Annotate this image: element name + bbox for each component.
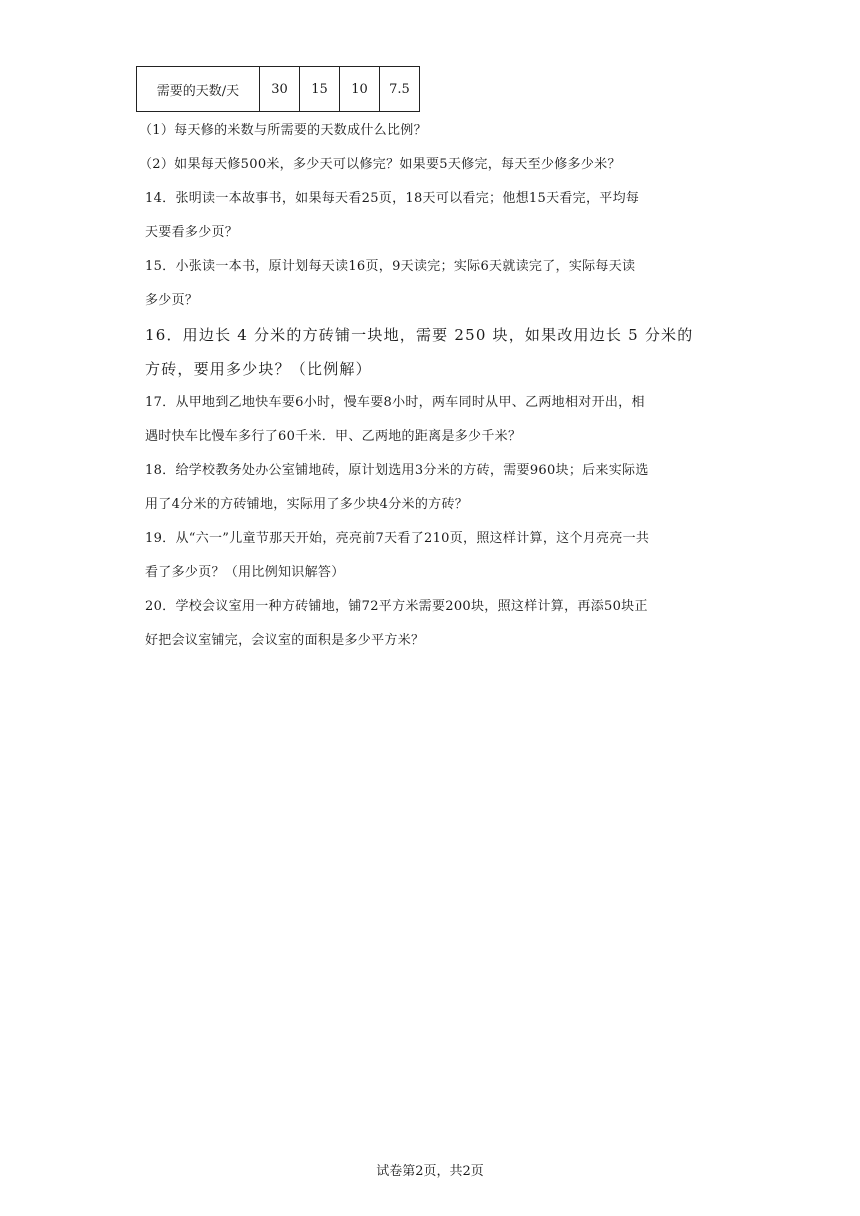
page-footer: 试卷第2页，共2页	[376, 1164, 484, 1179]
question-15-line-1: 15．小张读一本书，原计划每天读16页，9天读完；实际6天就读完了，实际每天读	[145, 259, 636, 274]
question-14-line-2: 天要看多少页？	[145, 225, 239, 240]
question-17-line-1: 17．从甲地到乙地快车要6小时，慢车要8小时，两车同时从甲、乙两地相对开出，相	[145, 395, 645, 410]
table-cell: 15	[300, 67, 340, 112]
table-cell: 7.5	[380, 67, 420, 112]
table-header-cell: 需要的天数/天	[137, 67, 260, 112]
question-13-part-2: （2）如果每天修500米，多少天可以修完？如果要5天修完，每天至少修多少米？	[139, 157, 621, 172]
question-20-line-2: 好把会议室铺完，会议室的面积是多少平方米？	[145, 633, 425, 648]
question-16-line-1: 16．用边长 4 分米的方砖铺一块地，需要 250 块，如果改用边长 5 分米的	[145, 326, 694, 344]
table-row	[137, 67, 420, 112]
question-15-line-2: 多少页？	[145, 293, 199, 308]
question-20-line-1: 20．学校会议室用一种方砖铺地，铺72平方米需要200块，照这样计算，再添50块正	[145, 599, 648, 614]
question-16-line-2: 方砖，要用多少块？（比例解）	[145, 360, 372, 378]
question-18-line-2: 用了4分米的方砖铺地，实际用了多少块4分米的方砖？	[145, 497, 469, 512]
table-cell: 10	[340, 67, 380, 112]
days-table	[136, 66, 420, 112]
question-19-line-1: 19．从“六一”儿童节那天开始，亮亮前7天看了210页，照这样计算，这个月亮亮一共	[145, 531, 650, 546]
question-17-line-2: 遇时快车比慢车多行了60千米．甲、乙两地的距离是多少千米？	[145, 429, 522, 444]
question-14-line-1: 14．张明读一本故事书，如果每天看25页，18天可以看完；他想15天看完，平均每	[145, 191, 640, 206]
question-19-line-2: 看了多少页？（用比例知识解答）	[145, 565, 345, 580]
question-13-part-1: （1）每天修的米数与所需要的天数成什么比例？	[139, 123, 427, 138]
table-cell: 30	[260, 67, 300, 112]
days-table-wrapper	[136, 66, 420, 112]
question-18-line-1: 18．给学校教务处办公室铺地砖，原计划选用3分米的方砖，需要960块；后来实际选	[145, 463, 649, 478]
question-list	[139, 114, 720, 658]
